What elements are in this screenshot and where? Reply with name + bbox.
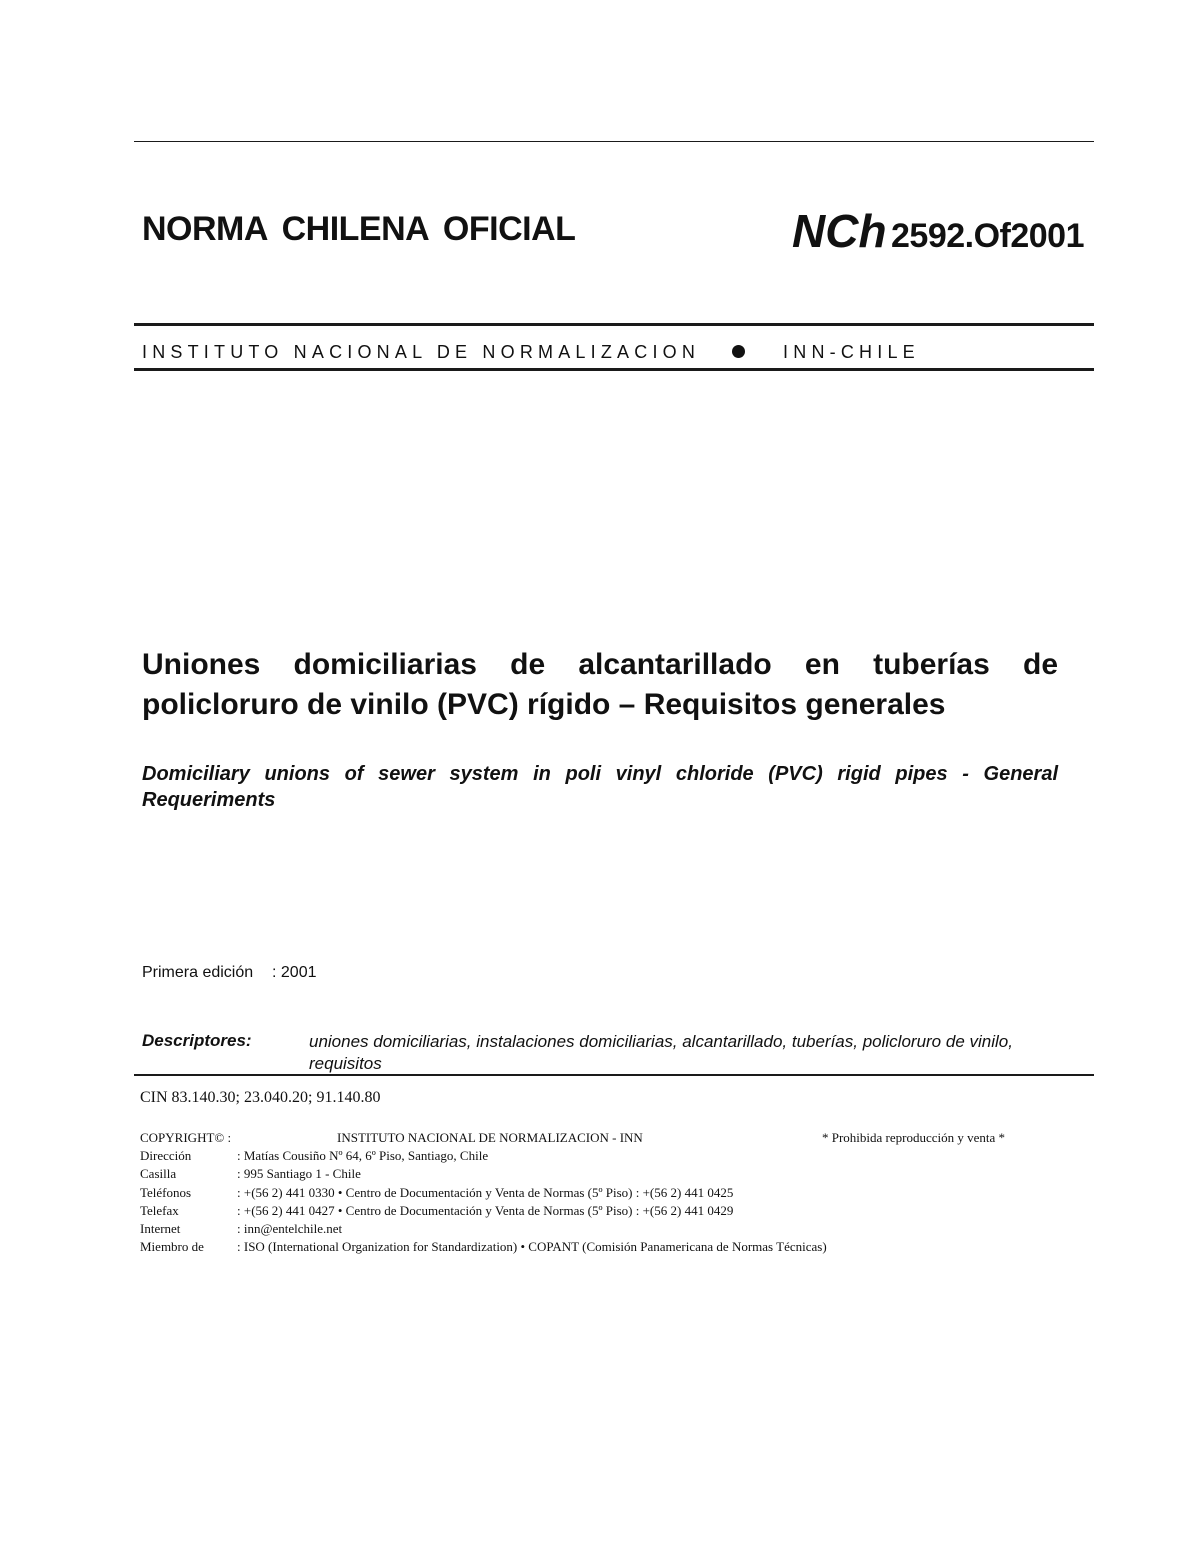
contact-label: Telefax: [140, 1202, 179, 1218]
contact-label: Miembro de: [140, 1239, 204, 1255]
standard-title-spanish: Uniones domiciliarias de alcantarillado en tuberías de policloruro de vinilo (PVC) rígido – Requisitos generales: [142, 648, 1058, 721]
contact-row-fax: [140, 1202, 1060, 1220]
institute-acronym: INN-CHILE: [783, 342, 920, 362]
institute-rule-top: [134, 323, 1094, 326]
contact-row-internet: [140, 1220, 1060, 1238]
edition-line: [142, 964, 316, 982]
contact-value: : ISO (International Organization for Standardization) • COPANT (Comisión Panamericana de Normas Técnicas): [237, 1239, 827, 1255]
contact-value: : +(56 2) 441 0330 • Centro de Documentación y Venta de Normas (5º Piso) : +(56 2) 441 0425: [237, 1184, 734, 1200]
contact-value: : +(56 2) 441 0427 • Centro de Documentación y Venta de Normas (5º Piso) : +(56 2) 441 0429: [237, 1202, 734, 1218]
copyright-row: [140, 1129, 1060, 1147]
contact-row-pobox: [140, 1165, 1060, 1183]
standard-title-english: Domiciliary unions of sewer system in poli vinyl chloride (PVC) rigid pipes - General Requeriments: [142, 763, 1058, 811]
contact-row-phones: [140, 1184, 1060, 1202]
institute-banner: [142, 342, 920, 363]
bullet-icon: [732, 345, 745, 358]
standard-code-number: 2592.Of2001: [891, 217, 1084, 255]
institute-rule-bottom: [134, 368, 1094, 371]
standard-code: [792, 204, 1084, 258]
contact-row-membership: [140, 1238, 1060, 1256]
contact-label: Casilla: [140, 1166, 177, 1182]
edition-value: : 2001: [272, 964, 317, 981]
top-rule: [134, 141, 1094, 142]
descriptors-text: uniones domiciliarias, instalaciones domiciliarias, alcantarillado, tuberías, policloruro de vinilo, requisitos: [309, 1032, 1013, 1073]
copyright-label: COPYRIGHT© :: [140, 1130, 232, 1145]
copyright-footer: [140, 1129, 1060, 1256]
descriptors-label: Descriptores:: [142, 1031, 252, 1050]
contact-label: Internet: [140, 1220, 181, 1236]
standard-code-prefix: NCh: [792, 205, 887, 257]
document-type-title: NORMA CHILENA OFICIAL: [142, 210, 576, 248]
contact-value: : inn@entelchile.net: [237, 1220, 343, 1236]
contact-value: : Matías Cousiño Nº 64, 6º Piso, Santiago, Chile: [237, 1148, 489, 1164]
contact-value: : 995 Santiago 1 - Chile: [237, 1166, 361, 1182]
edition-label: Primera edición: [142, 964, 254, 981]
contact-label: Dirección: [140, 1148, 192, 1164]
copyright-note: * Prohibida reproducción y venta *: [822, 1130, 1006, 1145]
cin-codes: CIN 83.140.30; 23.040.20; 91.140.80: [140, 1089, 381, 1106]
contact-label: Teléfonos: [140, 1184, 192, 1200]
descriptors-rule: [134, 1074, 1094, 1076]
copyright-institute: INSTITUTO NACIONAL DE NORMALIZACION - INN: [337, 1130, 643, 1145]
contact-row-address: [140, 1147, 1060, 1165]
institute-name: INSTITUTO NACIONAL DE NORMALIZACION: [142, 342, 701, 362]
